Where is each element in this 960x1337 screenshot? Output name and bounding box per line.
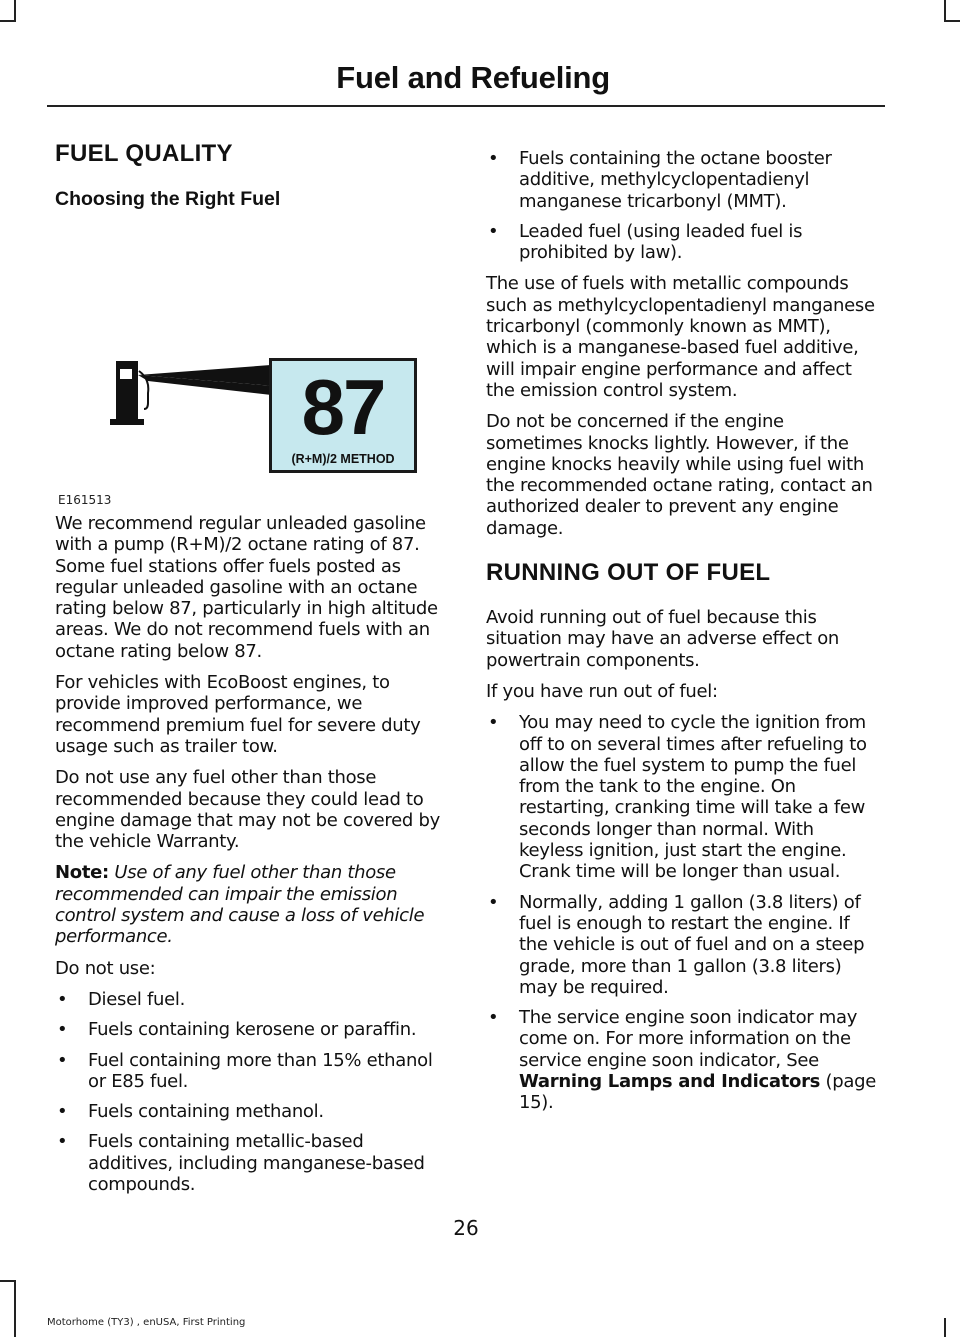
list-item: [55, 989, 450, 1010]
list-item-text: You may need to cycle the ignition from off to on several times after refueling to allow the fuel system to pump the fuel from the tank to the engine. On restarting, cranking time will take a few seconds longer than normal. With keyless ignition, just start the engine. Crank time will be longer than usual.: [519, 712, 867, 883]
edition-footer: Motorhome (TY3) , enUSA, First Printing: [47, 1317, 246, 1328]
bullet-glyph: •: [57, 1049, 68, 1071]
paragraph-ecoboost: For vehicles with EcoBoost engines, to provide improved performance, we recommend premium fuel for severe duty usage such as trailer tow.: [55, 672, 421, 757]
list-item: [486, 712, 881, 882]
list-item-text: Fuels containing kerosene or paraffin.: [88, 1019, 417, 1041]
list-item: [486, 892, 881, 998]
list-item-text: Fuels containing metallic-based additives, including manganese-based compounds.: [88, 1131, 425, 1196]
list-item: [486, 221, 881, 264]
bullet-glyph: •: [57, 1131, 68, 1153]
crop-mark-bottom-left-h: [0, 1280, 16, 1282]
paragraph-do-not-use-other: Do not use any fuel other than those recommended because they could lead to engine damage that may not be covered by the vehicle Warranty.: [55, 767, 440, 853]
page-title: Fuel and Refueling: [336, 60, 610, 95]
left-column: [55, 140, 450, 1205]
cross-reference-link[interactable]: Warning Lamps and Indicators: [519, 1070, 821, 1092]
page-number: 26: [453, 1216, 479, 1240]
subheading-choosing-fuel: Choosing the Right Fuel: [55, 188, 281, 210]
octane-method-label: (R+M)/2 METHOD: [291, 452, 395, 466]
list-item-text: Fuels containing methanol.: [88, 1101, 324, 1123]
note-label: Note:: [55, 862, 109, 884]
crop-mark-top-left-v: [14, 0, 16, 22]
figure-id: E161513: [58, 493, 112, 507]
section-heading-running-out: RUNNING OUT OF FUEL: [486, 559, 771, 587]
list-item-text: Leaded fuel (using leaded fuel is prohibited by law).: [519, 220, 803, 264]
list-item: [55, 1050, 450, 1093]
list-item: [55, 1019, 450, 1040]
paragraph-if-run-out: If you have run out of fuel:: [486, 680, 718, 702]
bullet-glyph: •: [488, 148, 499, 169]
crop-mark-top-left-h: [0, 20, 16, 22]
note: [55, 862, 450, 947]
list-item-text: Fuel containing more than 15% ethanol or E85 fuel.: [88, 1049, 433, 1092]
cross-reference-page: (page 15).: [519, 1070, 876, 1114]
note-text: Use of any fuel other than those recommended can impair the emission control system and cause a loss of vehicle performance.: [55, 862, 425, 948]
crop-mark-bottom-left-v: [14, 1280, 16, 1337]
do-not-use-list-continued: [486, 148, 881, 263]
run-out-list: [486, 712, 881, 1113]
list-item-text: Normally, adding 1 gallon (3.8 liters) of fuel is enough to restart the engine. If the vehicle is out of fuel and on a steep grade, more than 1 gallon (3.8 liters) may be required.: [519, 891, 865, 998]
list-item: [55, 1101, 450, 1122]
octane-figure: [55, 217, 450, 507]
bullet-glyph: •: [488, 220, 499, 242]
list-item: [486, 148, 881, 212]
crop-mark-bottom-right-v: [944, 1318, 946, 1337]
octane-rating-sign: [269, 358, 417, 473]
bullet-glyph: •: [57, 988, 68, 1010]
list-item: [55, 1131, 450, 1195]
right-column: [486, 148, 881, 1124]
bullet-glyph: •: [488, 712, 499, 734]
bullet-glyph: •: [57, 1019, 68, 1041]
paragraph-do-not-use: Do not use:: [55, 957, 156, 979]
do-not-use-list: [55, 989, 450, 1195]
octane-number: 87: [301, 363, 385, 451]
paragraph-metallic-compounds: The use of fuels with metallic compounds such as methylcyclopentadienyl manganese tricarbonyl (commonly known as MMT), which is a manganese-based fuel additive, will impair engine performance and affect the emission control system.: [486, 273, 875, 401]
paragraph-regular-unleaded: We recommend regular unleaded gasoline with a pump (R+M)/2 octane rating of 87. Some fuel stations offer fuels posted as regular unleaded gasoline with an octane rating below 87, particularly in high altitude areas. We do not recommend fuels with an octane rating below 87.: [55, 513, 438, 662]
section-heading-fuel-quality: FUEL QUALITY: [55, 140, 233, 167]
list-item: [486, 1007, 881, 1113]
bullet-glyph: •: [57, 1101, 68, 1123]
list-item-text: The service engine soon indicator may come on. For more information on the service engine soon indicator, See: [519, 1007, 858, 1071]
crop-mark-top-right-v: [944, 0, 946, 22]
paragraph-engine-knock: Do not be concerned if the engine sometimes knocks lightly. However, if the engine knocks heavily while using fuel with the recommended octane rating, contact an authorized dealer to prevent any engine damage.: [486, 411, 873, 539]
bullet-glyph: •: [488, 1007, 499, 1029]
bullet-glyph: •: [488, 891, 499, 913]
header-divider: [47, 105, 885, 107]
list-item-text: Diesel fuel.: [88, 988, 186, 1010]
crop-mark-top-right-h: [944, 20, 960, 22]
paragraph-avoid-running-out: Avoid running out of fuel because this situation may have an adverse effect on powertrain components.: [486, 607, 840, 671]
list-item-text: Fuels containing the octane booster additive, methylcyclopentadienyl manganese tricarbonyl (MMT).: [519, 148, 832, 212]
